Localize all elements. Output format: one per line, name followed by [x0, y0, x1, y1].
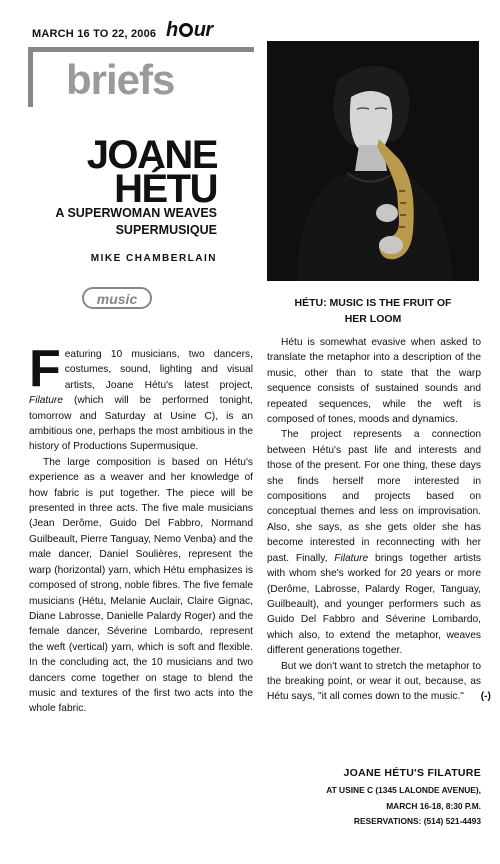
- paragraph-text: The project represents a connection between Hétu's past life and interests and those of the present. For one thing, these days she finds herself more interested in compositions and projects based on conceptual themes and less on improvisation. Also, she says, as she gets older she has become interested in reconnecting with her past. Finally,: [267, 429, 481, 564]
- logo-o-mark: [179, 23, 193, 37]
- caption-line-2: HER LOOM: [344, 313, 402, 325]
- subheadline-line-2: SUPERMUSIQUE: [115, 223, 217, 237]
- photo-illustration: [267, 41, 479, 281]
- paragraph: The large composition is based on Hétu's experience as a weaver and her knowledge of how fabric is put together. The piece will be presented in three acts. The five male musicians (Jean Derôme, Guido Del Fabbro, Normand Guilbeault, Pierre Tanguay, Nemo Venba) and the male dancer, Daniel Soulières, represent the warp (horizontal) yarn, which Hétu emphasizes is composed of strong, noble fibres. The five female musicians (Hétu, Melanie Auclair, Claire Gignac, Diane Labrosse, Danielle Palardy Roger) and the female dancer, Séverine Lombardo, represent the weft (vertical) yarn, which is soft and flexible. In the concluding act, the 10 musicians and two dancers come together on stage to blend the music and textures of the first two acts into the whole fabric.: [29, 456, 253, 715]
- body-column-2: [267, 335, 491, 705]
- paragraph: Hétu is somewhat evasive when asked to translate the metaphor into a description of the music, other than to state that the warp sequence consists of sustained sounds and repeated sequences, while the weft is composed of tones, moods and dynamics.: [267, 337, 481, 426]
- section-tag: music: [82, 287, 152, 309]
- section-title: briefs: [66, 56, 175, 103]
- drop-cap: F: [29, 340, 61, 398]
- work-title: Filature: [334, 552, 369, 564]
- logo-text-end: ur: [193, 19, 213, 41]
- photo-caption: [267, 295, 479, 327]
- paragraph-text: eaturing 10 musicians, two dancers, costumes, sound, lighting and visual artists, Joane Hétu's latest project,: [64, 349, 253, 391]
- event-reservations: RESERVATIONS: (514) 521-4493: [353, 816, 481, 826]
- headline: [86, 133, 217, 211]
- logo-text-start: h: [166, 19, 178, 41]
- hour-logo: [166, 19, 213, 42]
- paragraph-text: (which will be performed tonight, tomorrow and Saturday at Usine C), is an ambitious one, perhaps the most ambitious in the history of Productions Supermusique.: [29, 395, 253, 453]
- event-info: [326, 767, 481, 830]
- paragraph-text: brings together artists with whom she's worked for 20 years or more (Derôme, Labrosse, Palardy Roger, Tanguay, Guilbeault), and younger performers such as Guido Del Fabbro and Séverine Lombardo, which also, to extend the metaphor, weaves different generations together.: [267, 552, 481, 657]
- end-mark: (-): [480, 691, 491, 703]
- issue-date: MARCH 16 TO 22, 2006: [32, 28, 157, 40]
- caption-line-1: HÉTU: MUSIC IS THE FRUIT OF: [294, 297, 452, 309]
- body-column-1: [29, 340, 253, 717]
- subheadline: [55, 205, 217, 239]
- paragraph: [267, 427, 481, 658]
- headline-line-1: JOANE: [86, 133, 217, 177]
- event-venue: AT USINE C (1345 LALONDE AVENUE),: [326, 785, 481, 795]
- headline-line-2: HÉTU: [114, 167, 217, 211]
- paragraph: [267, 659, 491, 705]
- subheadline-line-1: A SUPERWOMAN WEAVES: [55, 206, 217, 220]
- photo-saxophonist: [267, 41, 479, 281]
- paragraph-text: But we don't want to stretch the metaphor to the breaking point, or wear it out, because, as Hétu says, "it all comes down to the music.": [267, 660, 481, 703]
- paragraph: [29, 340, 253, 455]
- work-title: Filature: [29, 395, 63, 407]
- event-dates: MARCH 16-18, 8:30 P.M.: [386, 800, 481, 811]
- byline: MIKE CHAMBERLAIN: [90, 253, 217, 264]
- event-title: JOANE HÉTU'S FILATURE: [343, 767, 481, 779]
